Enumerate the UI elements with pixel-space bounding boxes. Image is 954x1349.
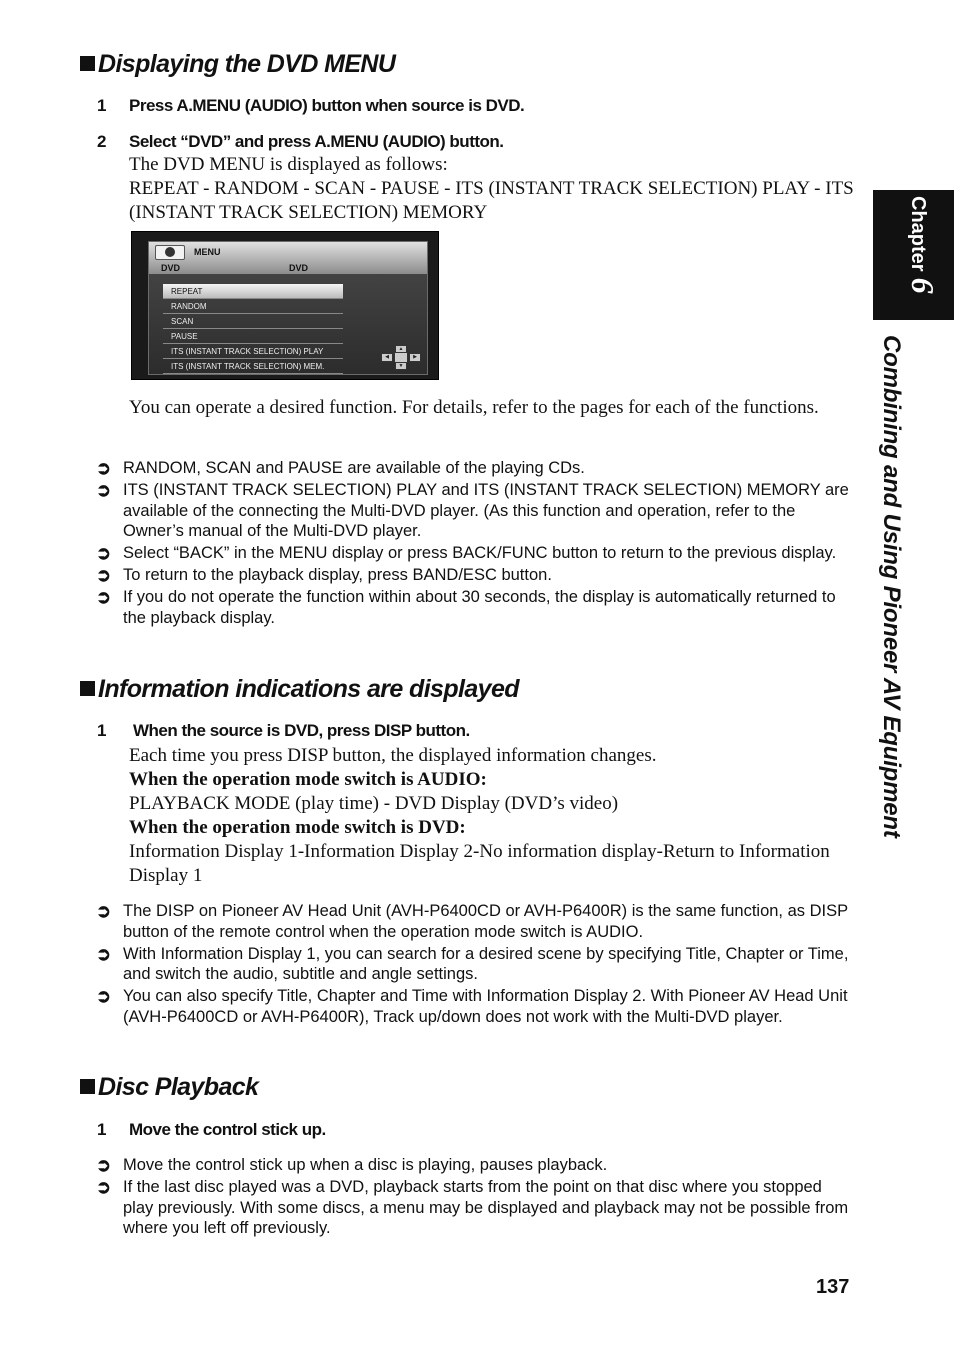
note-text: To return to the playback display, press BAND/ESC button. — [123, 566, 552, 584]
square-bullet-icon — [80, 681, 95, 696]
note-text: If you do not operate the function within about 30 seconds, the display is automatically returned to the playback display. — [123, 588, 836, 627]
note-item — [96, 543, 856, 564]
screen-menu-item-repeat: REPEAT — [163, 284, 343, 299]
joystick-icon — [381, 345, 419, 369]
screen-menu-item-its-memory: ITS (INSTANT TRACK SELECTION) MEM. — [163, 359, 343, 374]
note-arrow-icon: ➲ — [96, 565, 112, 585]
section-title-text: Displaying the DVD MENU — [98, 50, 396, 78]
step-1 — [97, 721, 470, 741]
screen-menu-item-its-play: ITS (INSTANT TRACK SELECTION) PLAY — [163, 344, 343, 359]
note-text: The DISP on Pioneer AV Head Unit (AVH-P6400CD or AVH-P6400R) is the same function, as DISP button of the remote control when the operation mode switch is AUDIO. — [123, 902, 848, 941]
note-item — [96, 1177, 856, 1239]
note-text: RANDOM, SCAN and PAUSE are available of the playing CDs. — [123, 459, 585, 477]
dvd-menu-description — [129, 153, 857, 225]
chapter-number: 6 — [905, 277, 941, 294]
body-line: REPEAT - RANDOM - SCAN - PAUSE - ITS (INSTANT TRACK SELECTION) PLAY - ITS (INSTANT TRACK SELECTION) MEMORY — [129, 178, 854, 223]
joystick-left-icon: ◀ — [381, 353, 393, 362]
note-item — [96, 458, 856, 479]
note-item — [96, 986, 856, 1027]
chapter-word: Chapter — [907, 196, 929, 272]
note-arrow-icon: ➲ — [96, 1155, 112, 1175]
note-arrow-icon: ➲ — [96, 986, 112, 1006]
note-arrow-icon: ➲ — [96, 480, 112, 500]
body-line: Each time you press DISP button, the displayed information changes. — [129, 745, 657, 766]
note-arrow-icon: ➲ — [96, 901, 112, 921]
step-number: 1 — [97, 1120, 106, 1139]
step-1 — [97, 96, 524, 116]
chapter-tab-label — [904, 196, 941, 294]
body-line: You can operate a desired function. For details, refer to the pages for each of the functions. — [129, 397, 819, 418]
note-item — [96, 901, 856, 942]
note-item — [96, 587, 856, 628]
note-text: With Information Display 1, you can search for a desired scene by specifying Title, Chapter or Time, and switch the audio, subtitle and angle settings. — [123, 944, 849, 983]
section-title-text: Disc Playback — [98, 1073, 259, 1101]
joystick-up-icon: ▲ — [395, 345, 407, 353]
step-text: Press A.MENU (AUDIO) button when source is DVD. — [129, 96, 525, 115]
body-line: The DVD MENU is displayed as follows: — [129, 154, 448, 175]
note-arrow-icon: ➲ — [96, 543, 112, 563]
disc-icon — [155, 245, 185, 260]
screen-menu-item-random: RANDOM — [163, 299, 343, 314]
screen-source-center: DVD — [289, 263, 309, 273]
step-number: 1 — [97, 96, 106, 115]
notes-dvd-menu — [96, 458, 856, 630]
body-line-bold: When the operation mode switch is AUDIO: — [129, 769, 487, 790]
step-number: 2 — [97, 132, 106, 151]
information-description — [129, 744, 857, 888]
note-text: Select “BACK” in the MENU display or press BACK/FUNC button to return to the previous display. — [123, 544, 837, 562]
screen-header-bar — [149, 242, 427, 274]
screen-menu-item-scan: SCAN — [163, 314, 343, 329]
note-item — [96, 944, 856, 985]
note-text: If the last disc played was a DVD, playback starts from the point on that disc where you stopped play previously. With some discs, a menu may be displayed and playback may not be possible from where you left off previously. — [123, 1178, 849, 1237]
screen-source-left: DVD — [161, 263, 181, 273]
section-title-disc-playback — [80, 1073, 258, 1102]
screen-menu-list — [163, 284, 343, 374]
note-arrow-icon: ➲ — [96, 943, 112, 964]
note-arrow-icon: ➲ — [96, 587, 112, 607]
square-bullet-icon — [80, 1079, 95, 1094]
section-title-dvd-menu — [80, 50, 395, 79]
chapter-side-title: Combining and Using Pioneer AV Equipment — [878, 335, 905, 838]
dvd-menu-screenshot — [131, 231, 439, 380]
note-text: Move the control stick up when a disc is playing, pauses playback. — [123, 1156, 608, 1174]
section-title-text: Information indications are displayed — [98, 675, 519, 703]
section-title-information — [80, 675, 519, 704]
notes-information — [96, 901, 856, 1029]
screen-menu-item-pause: PAUSE — [163, 329, 343, 344]
step-number: 1 — [97, 721, 106, 740]
screen-panel — [148, 241, 428, 375]
step-text: Move the control stick up. — [129, 1120, 326, 1139]
step-text: When the source is DVD, press DISP button. — [133, 721, 470, 740]
note-item — [96, 565, 856, 586]
note-arrow-icon: ➲ — [96, 1177, 112, 1197]
step-2 — [97, 132, 504, 152]
step-text: Select “DVD” and press A.MENU (AUDIO) button. — [129, 132, 504, 151]
notes-disc-playback — [96, 1155, 856, 1240]
body-line: PLAYBACK MODE (play time) - DVD Display (DVD’s video) — [129, 793, 619, 814]
note-arrow-icon: ➲ — [96, 458, 112, 478]
after-image-text — [129, 396, 841, 420]
note-item — [96, 1155, 856, 1176]
note-text: ITS (INSTANT TRACK SELECTION) PLAY and ITS (INSTANT TRACK SELECTION) MEMORY are available of the connecting the Multi-DVD player. (As this function and operation, refer to the Owner’s manual of the Multi-DVD player. — [123, 481, 849, 540]
joystick-down-icon: ▼ — [395, 362, 407, 370]
note-text: You can also specify Title, Chapter and Time with Information Display 2. With Pioneer AV Head Unit (AVH-P6400CD or AVH-P6400R), Track up/down does not work with the Multi-DVD player. — [123, 987, 848, 1026]
screen-title: MENU — [194, 247, 221, 257]
chapter-tab — [873, 190, 954, 320]
square-bullet-icon — [80, 56, 95, 71]
joystick-right-icon: ▶ — [409, 353, 421, 362]
note-item — [96, 480, 856, 542]
body-line-bold: When the operation mode switch is DVD: — [129, 817, 466, 838]
page-number: 137 — [816, 1276, 850, 1298]
body-line: Information Display 1-Information Display 2-No information display-Return to Information Display 1 — [129, 841, 830, 886]
step-1 — [97, 1120, 326, 1140]
